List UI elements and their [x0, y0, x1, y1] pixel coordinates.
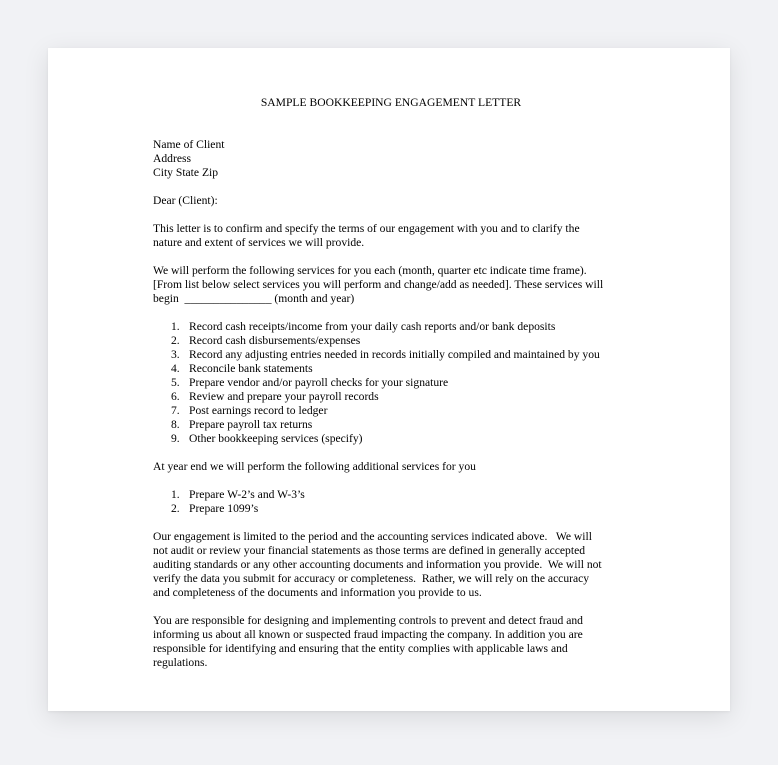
letter-title: SAMPLE BOOKKEEPING ENGAGEMENT LETTER	[260, 96, 522, 109]
list-number: 1.	[171, 320, 180, 333]
list-item	[153, 390, 629, 404]
document-page	[48, 48, 730, 711]
limitation-line: verify the data you submit for accuracy or completeness. Rather, we will rely on the accuracy	[153, 572, 590, 585]
responsibility-line: You are responsible for designing and implementing controls to prevent and detect fraud and	[153, 614, 583, 627]
services-intro-paragraph	[153, 264, 629, 306]
list-text: Prepare payroll tax returns	[189, 418, 313, 431]
list-number: 3.	[171, 348, 180, 361]
address-line: Address	[153, 152, 191, 165]
list-number: 8.	[171, 418, 180, 431]
list-text: Other bookkeeping services (specify)	[189, 432, 363, 445]
list-item	[153, 488, 629, 502]
intro-paragraph	[153, 222, 629, 250]
list-text: Post earnings record to ledger	[189, 404, 328, 417]
limitation-line: Our engagement is limited to the period and the accounting services indicated above. We will	[153, 530, 592, 543]
list-number: 2.	[171, 502, 180, 515]
list-number: 9.	[171, 432, 180, 445]
year-end-services-list	[153, 488, 629, 516]
list-number: 4.	[171, 362, 180, 375]
list-item	[153, 362, 629, 376]
list-number: 5.	[171, 376, 180, 389]
responsibility-line: responsible for identifying and ensuring that the entity complies with applicable laws and	[153, 642, 568, 655]
list-text: Record cash disbursements/expenses	[189, 334, 361, 347]
responsibility-line: informing us about all known or suspected fraud impacting the company. In addition you are	[153, 628, 583, 641]
year-end-intro: At year end we will perform the following additional services for you	[153, 460, 476, 473]
services-list	[153, 320, 629, 446]
address-line: City State Zip	[153, 166, 219, 179]
list-item	[153, 432, 629, 446]
limitation-line: and completeness of the documents and information you provide to us.	[153, 586, 482, 599]
list-text: Review and prepare your payroll records	[189, 390, 379, 403]
list-item	[153, 404, 629, 418]
list-item	[153, 376, 629, 390]
salutation: Dear (Client):	[153, 194, 218, 207]
list-item	[153, 418, 629, 432]
list-item	[153, 348, 629, 362]
list-number: 7.	[171, 404, 180, 417]
intro-line: This letter is to confirm and specify the terms of our engagement with you and to clarify the	[153, 222, 580, 235]
intro-line: nature and extent of services we will provide.	[153, 236, 365, 249]
services-intro-line: [From list below select services you will perform and change/add as needed]. These services will	[153, 278, 604, 291]
letter-content	[153, 96, 629, 684]
list-text: Prepare W-2’s and W-3’s	[189, 488, 305, 501]
limitation-line: auditing standards or any other accounting documents and information you provide. We will not	[153, 558, 602, 571]
list-number: 1.	[171, 488, 180, 501]
responsibility-paragraph	[153, 614, 629, 670]
list-text: Record any adjusting entries needed in records initially compiled and maintained by you	[189, 348, 600, 361]
services-intro-line: We will perform the following services for you each (month, quarter etc indicate time frame).	[153, 264, 587, 277]
list-number: 6.	[171, 390, 180, 403]
list-text: Prepare vendor and/or payroll checks for your signature	[189, 376, 449, 389]
responsibility-line: regulations.	[153, 656, 208, 669]
list-text: Prepare 1099’s	[189, 502, 259, 515]
list-text: Record cash receipts/income from your daily cash reports and/or bank deposits	[189, 320, 556, 333]
list-number: 2.	[171, 334, 180, 347]
list-item	[153, 502, 629, 516]
client-address	[153, 138, 629, 180]
limitation-paragraph	[153, 530, 629, 600]
limitation-line: not audit or review your financial statements as those terms are defined in generally accepted	[153, 544, 586, 557]
address-line: Name of Client	[153, 138, 225, 151]
list-text: Reconcile bank statements	[189, 362, 313, 375]
list-item	[153, 320, 629, 334]
services-intro-line: begin _______________ (month and year)	[153, 292, 355, 305]
list-item	[153, 334, 629, 348]
